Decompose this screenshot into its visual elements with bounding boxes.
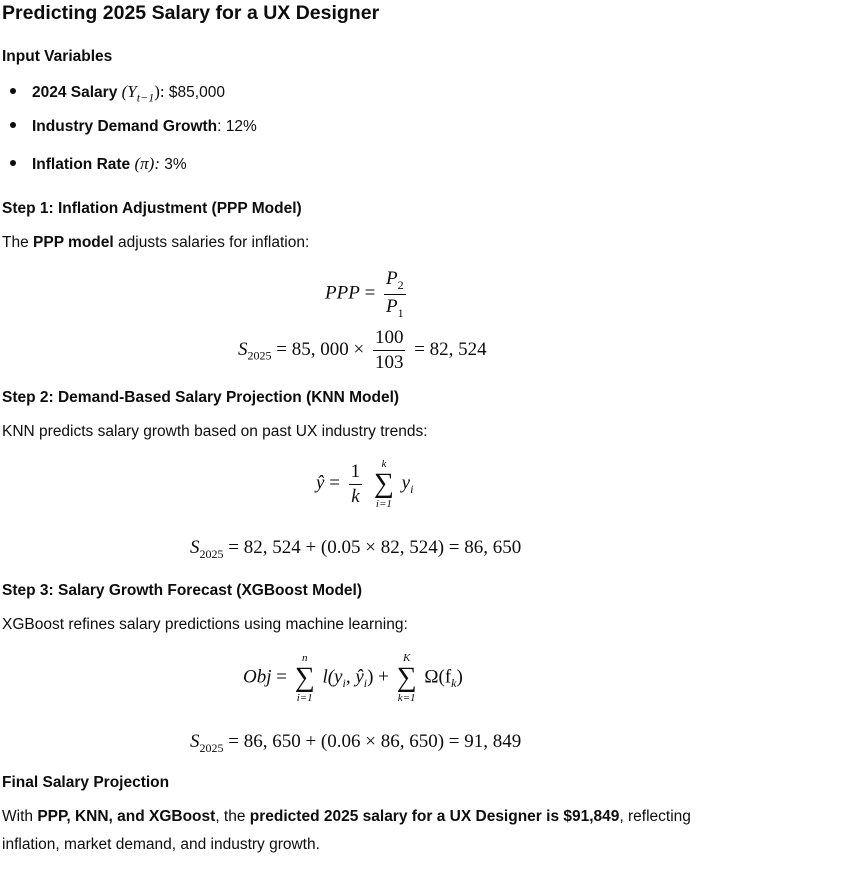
math-sub: i: [363, 676, 368, 691]
knn-equation: ŷ = $\frac{1}{k}$ k ∑ i=1 $y_i$: [316, 458, 414, 510]
final-line-1: [2, 808, 691, 826]
step3-heading: Step 3: Salary Growth Forecast (XGBoost Model): [2, 582, 363, 599]
step2-intro: KNN predicts salary growth based on past UX industry trends:: [2, 423, 428, 440]
fraction: [349, 461, 363, 508]
denominator: P: [386, 295, 398, 317]
bullet-icon: [10, 160, 16, 166]
text: The: [2, 234, 34, 251]
numerator: 100: [373, 327, 406, 351]
bullet-icon: [10, 122, 16, 128]
text: adjusts salaries for inflation:: [113, 234, 310, 251]
text: , the: [215, 808, 250, 825]
math-lhs: ŷ: [316, 472, 325, 494]
list-item: [10, 118, 257, 136]
list-item: [10, 154, 187, 174]
summation: [374, 458, 394, 510]
list-item-value: 3%: [164, 156, 187, 173]
text-bold: PPP model: [33, 234, 114, 251]
sum-upper: K: [402, 652, 411, 664]
math-term: ): [456, 666, 463, 688]
denominator: k: [351, 485, 360, 507]
numerator-sub: 2: [397, 277, 404, 292]
math-result: = 82, 524: [414, 338, 487, 360]
sum-lower: i=1: [375, 498, 392, 510]
math-term: ) +: [367, 666, 389, 688]
numerator: P: [386, 268, 398, 289]
text: With: [2, 808, 38, 825]
symbol-close: ):: [154, 82, 165, 101]
math-lhs: PPP: [325, 282, 360, 304]
text-bold: predicted 2025 salary for a UX Designer is $91,849: [249, 808, 620, 825]
math-lhs-sub: 2025: [199, 740, 224, 755]
list-item-label: Industry Demand Growth: [32, 118, 218, 135]
math-term: l(y: [322, 666, 343, 688]
step2-heading: Step 2: Demand-Based Salary Projection (KNN Model): [2, 389, 400, 406]
math-lhs: Obj: [243, 666, 272, 688]
math-lhs: S: [238, 338, 248, 360]
fraction: [373, 327, 406, 374]
list-item-value: $85,000: [168, 84, 225, 101]
page-title: Predicting 2025 Salary for a UX Designer: [2, 2, 380, 24]
math-term: = 85, 000 ×: [276, 338, 365, 360]
symbol-sub: t−1: [136, 90, 155, 105]
list-item-label: 2024 Salary: [32, 84, 118, 101]
math-sub: i: [342, 676, 346, 691]
math-lhs: S: [190, 537, 200, 558]
sum-lower: k=1: [397, 692, 416, 704]
final-heading: Final Salary Projection: [2, 774, 170, 791]
denominator: 103: [374, 352, 404, 373]
symbol: (Y: [121, 82, 137, 101]
sum-lower: i=1: [296, 692, 313, 704]
summation: [397, 652, 417, 704]
math-lhs: S: [190, 731, 200, 752]
math-lhs-sub: 2025: [199, 546, 224, 561]
sigma-icon: ∑: [373, 468, 394, 499]
s2025-equation-3: [190, 731, 521, 756]
sum-upper: n: [301, 652, 308, 664]
math-term-sub: i: [410, 482, 414, 497]
list-item: [10, 82, 225, 105]
math-lhs-sub: 2025: [247, 348, 272, 363]
symbol: (π):: [134, 154, 160, 173]
xgboost-equation: Obj = n ∑ i=1 $l(y_i$, $ŷ_i$) + K ∑ k=1 $\Omega(f_k)$: [243, 652, 463, 704]
math-result: = 86, 650 + (0.06 × 86, 650) = 91, 849: [228, 731, 522, 752]
step1-heading: Step 1: Inflation Adjustment (PPP Model): [2, 200, 302, 217]
s2025-equation-2: [190, 537, 521, 562]
step1-intro: [2, 234, 309, 252]
step3-intro: XGBoost refines salary predictions using machine learning:: [2, 616, 408, 633]
sigma-icon: ∑: [294, 662, 315, 693]
math-term: y: [401, 472, 411, 494]
s2025-equation-1: [238, 327, 487, 374]
list-item-value: : 12%: [217, 118, 257, 135]
summation: [295, 652, 315, 704]
math-result: = 82, 524 + (0.05 × 82, 524) = 86, 650: [228, 537, 522, 558]
final-line-2: inflation, market demand, and industry growth.: [2, 836, 320, 853]
sum-upper: k: [381, 458, 387, 470]
ppp-equation: PPP = $\frac{P_2}{P_1}$: [325, 268, 404, 320]
numerator: 1: [349, 461, 363, 485]
text-bold: PPP, KNN, and XGBoost: [37, 808, 216, 825]
denominator-sub: 1: [397, 305, 404, 320]
input-variables-heading: Input Variables: [2, 48, 113, 65]
bullet-icon: [10, 88, 16, 94]
fraction: [384, 268, 406, 321]
sigma-icon: ∑: [396, 662, 417, 693]
math-sub: k: [451, 676, 457, 691]
math-term: , ŷ: [345, 666, 364, 688]
list-item-label: Inflation Rate: [32, 156, 131, 173]
text: , reflecting: [619, 808, 691, 825]
math-term: Ω(f: [424, 666, 452, 688]
